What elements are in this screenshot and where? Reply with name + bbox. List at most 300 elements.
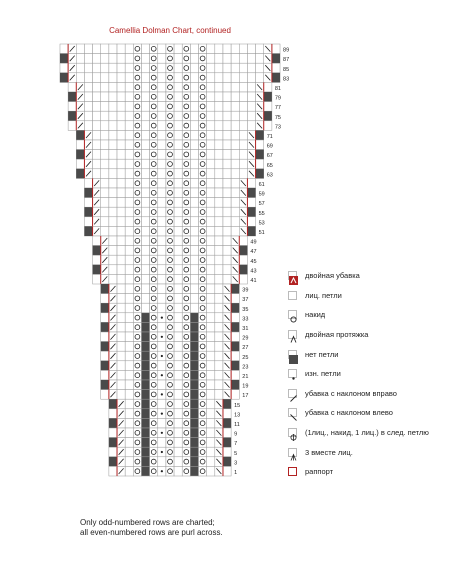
row-number: 17 (242, 393, 249, 400)
grid-cell (182, 102, 190, 112)
grid-cell (182, 380, 190, 390)
grid-cell (190, 274, 198, 284)
row-number: 55 (258, 210, 265, 217)
grid-cell (125, 207, 133, 217)
grid-cell (150, 236, 158, 246)
grid-cell (166, 82, 174, 92)
grid-cell (223, 466, 231, 476)
grid-cell (125, 44, 133, 54)
grid-cell (76, 73, 84, 83)
grid-cell (109, 226, 117, 236)
grid-cell (182, 255, 190, 265)
edge-no-stitch-cell (231, 380, 239, 390)
grid-cell (199, 409, 207, 419)
grid-cell (207, 265, 215, 275)
grid-cell (101, 351, 109, 361)
grid-cell (223, 150, 231, 160)
grid-cell (215, 265, 223, 275)
grid-cell (117, 226, 125, 236)
grid-cell (223, 82, 231, 92)
grid-cell (190, 169, 198, 179)
grid-cell (166, 169, 174, 179)
edge-no-stitch-cell (247, 226, 255, 236)
grid-cell (190, 198, 198, 208)
grid-cell (166, 130, 174, 140)
grid-cell (182, 44, 190, 54)
grid-cell (101, 178, 109, 188)
right-slant-decrease-icon (288, 389, 297, 398)
grid-cell (150, 274, 158, 284)
grid-cell (264, 102, 272, 112)
grid-cell (125, 159, 133, 169)
no-stitch-cell (190, 370, 198, 380)
grid-cell (117, 303, 125, 313)
grid-cell (207, 294, 215, 304)
grid-cell (101, 169, 109, 179)
edge-no-stitch-cell (84, 188, 92, 198)
grid-cell (182, 447, 190, 457)
grid-cell (150, 438, 158, 448)
grid-cell (182, 390, 190, 400)
grid-cell (207, 380, 215, 390)
grid-cell (223, 447, 231, 457)
grid-cell (125, 140, 133, 150)
legend-label: двойная протяжка (305, 330, 369, 340)
grid-cell (68, 121, 76, 131)
row-number: 87 (283, 57, 290, 64)
grid-cell (223, 111, 231, 121)
grid-cell (199, 207, 207, 217)
grid-cell (125, 274, 133, 284)
grid-cell (101, 207, 109, 217)
grid-cell (190, 73, 198, 83)
grid-cell (109, 111, 117, 121)
grid-cell (223, 130, 231, 140)
grid-cell (272, 63, 280, 73)
no-stitch-cell (141, 380, 149, 390)
grid-cell (109, 121, 117, 131)
grid-cell (109, 207, 117, 217)
edge-no-stitch-cell (109, 438, 117, 448)
grid-cell (207, 92, 215, 102)
grid-cell (239, 236, 247, 246)
edge-no-stitch-cell (264, 111, 272, 121)
row-number: 59 (258, 191, 265, 198)
grid-cell (125, 294, 133, 304)
grid-cell (101, 102, 109, 112)
grid-cell (215, 130, 223, 140)
grid-cell (150, 44, 158, 54)
purl-icon (161, 393, 163, 395)
grid-cell (174, 438, 182, 448)
legend-label: раппорт (305, 467, 334, 477)
grid-cell (166, 159, 174, 169)
legend-item (288, 307, 458, 323)
grid-cell (133, 274, 141, 284)
grid-cell (150, 284, 158, 294)
no-stitch-cell (190, 447, 198, 457)
double-pull-icon (288, 330, 297, 339)
grid-cell (207, 159, 215, 169)
grid-cell (141, 236, 149, 246)
grid-cell (215, 159, 223, 169)
grid-cell (125, 111, 133, 121)
grid-cell (199, 44, 207, 54)
grid-cell (223, 226, 231, 236)
grid-cell (190, 178, 198, 188)
grid-cell (133, 409, 141, 419)
grid-cell (199, 169, 207, 179)
grid-cell (125, 342, 133, 352)
grid-cell (117, 198, 125, 208)
grid-cell (215, 140, 223, 150)
row-number: 73 (274, 124, 282, 131)
grid-cell (141, 159, 149, 169)
grid-cell (199, 246, 207, 256)
grid-cell (150, 121, 158, 131)
grid-cell (174, 150, 182, 160)
grid-cell (182, 111, 190, 121)
grid-cell (182, 159, 190, 169)
grid-cell (215, 92, 223, 102)
grid-cell (247, 73, 255, 83)
grid-cell (166, 188, 174, 198)
grid-cell (182, 361, 190, 371)
grid-cell (84, 54, 92, 64)
grid-cell (150, 226, 158, 236)
grid-cell (125, 447, 133, 457)
grid-cell (174, 294, 182, 304)
grid-cell (182, 342, 190, 352)
grid-cell (133, 466, 141, 476)
grid-cell (133, 313, 141, 323)
grid-cell (223, 246, 231, 256)
grid-cell (182, 217, 190, 227)
grid-cell (199, 390, 207, 400)
grid-cell (182, 178, 190, 188)
grid-cell (207, 284, 215, 294)
grid-cell (182, 236, 190, 246)
no-stitch-cell (190, 457, 198, 467)
grid-cell (133, 73, 141, 83)
grid-cell (109, 466, 117, 476)
grid-cell (199, 140, 207, 150)
grid-cell (117, 169, 125, 179)
grid-cell (174, 390, 182, 400)
edge-no-stitch-cell (68, 92, 76, 102)
grid-cell (158, 457, 166, 467)
row-number: 81 (274, 86, 282, 92)
grid-cell (199, 428, 207, 438)
grid-cell (125, 284, 133, 294)
grid-cell (93, 73, 101, 83)
row-number: 67 (266, 153, 273, 160)
grid-cell (207, 130, 215, 140)
grid-cell (166, 44, 174, 54)
edge-no-stitch-cell (247, 188, 255, 198)
grid-cell (84, 92, 92, 102)
grid-cell (141, 255, 149, 265)
grid-cell (141, 130, 149, 140)
grid-cell (215, 342, 223, 352)
edge-no-stitch-cell (256, 130, 264, 140)
grid-cell (190, 207, 198, 217)
grid-cell (190, 255, 198, 265)
grid-cell (199, 121, 207, 131)
grid-cell (141, 92, 149, 102)
grid-cell (215, 54, 223, 64)
grid-cell (215, 207, 223, 217)
grid-cell (215, 217, 223, 227)
grid-cell (158, 207, 166, 217)
grid-cell (141, 169, 149, 179)
row-number: 11 (234, 422, 240, 428)
grid-cell (141, 226, 149, 236)
edge-no-stitch-cell (256, 150, 264, 160)
grid-cell (174, 63, 182, 73)
grid-cell (190, 44, 198, 54)
grid-cell (174, 246, 182, 256)
grid-cell (215, 44, 223, 54)
legend-label: лиц. петли (305, 290, 342, 300)
grid-cell (166, 255, 174, 265)
grid-cell (174, 342, 182, 352)
grid-cell (125, 92, 133, 102)
row-number: 79 (274, 95, 282, 102)
grid-cell (199, 159, 207, 169)
grid-cell (166, 246, 174, 256)
no-stitch-cell (141, 457, 149, 467)
grid-cell (215, 73, 223, 83)
row-number: 1 (234, 470, 238, 476)
grid-cell (133, 198, 141, 208)
grid-cell (141, 294, 149, 304)
grid-cell (174, 322, 182, 332)
grid-cell (190, 54, 198, 64)
grid-cell (101, 217, 109, 227)
legend-item (288, 444, 458, 460)
knit-icon (288, 291, 297, 300)
grid-cell (239, 54, 247, 64)
grid-cell (207, 217, 215, 227)
grid-cell (207, 150, 215, 160)
edge-no-stitch-cell (60, 54, 68, 64)
grid-cell (125, 121, 133, 131)
grid-cell (215, 178, 223, 188)
grid-cell (166, 236, 174, 246)
grid-cell (101, 140, 109, 150)
grid-cell (207, 188, 215, 198)
grid-cell (125, 390, 133, 400)
grid-cell (150, 82, 158, 92)
grid-cell (101, 159, 109, 169)
grid-cell (207, 428, 215, 438)
grid-cell (125, 54, 133, 64)
grid-cell (150, 178, 158, 188)
grid-cell (223, 54, 231, 64)
grid-cell (101, 150, 109, 160)
grid-cell (150, 342, 158, 352)
grid-cell (272, 44, 280, 54)
legend-item (288, 268, 458, 284)
grid-cell (182, 313, 190, 323)
grid-cell (125, 313, 133, 323)
grid-cell (199, 447, 207, 457)
grid-cell (231, 121, 239, 131)
grid-cell (158, 102, 166, 112)
grid-cell (166, 63, 174, 73)
grid-cell (239, 92, 247, 102)
grid-cell (231, 294, 239, 304)
grid-cell (215, 169, 223, 179)
no-stitch-cell (190, 418, 198, 428)
grid-cell (215, 351, 223, 361)
edge-no-stitch-cell (76, 169, 84, 179)
grid-cell (207, 198, 215, 208)
grid-cell (117, 140, 125, 150)
grid-cell (101, 44, 109, 54)
grid-cell (141, 284, 149, 294)
grid-cell (150, 399, 158, 409)
grid-cell (166, 150, 174, 160)
grid-cell (166, 438, 174, 448)
edge-no-stitch-cell (231, 361, 239, 371)
grid-cell (109, 150, 117, 160)
no-stitch-cell (190, 322, 198, 332)
grid-cell (182, 274, 190, 284)
grid-cell (199, 226, 207, 236)
grid-cell (215, 121, 223, 131)
grid-cell (93, 255, 101, 265)
grid-cell (256, 44, 264, 54)
grid-cell (207, 54, 215, 64)
grid-cell (150, 361, 158, 371)
grid-cell (133, 447, 141, 457)
no-stitch-cell (141, 409, 149, 419)
grid-cell (166, 351, 174, 361)
grid-cell (109, 63, 117, 73)
grid-cell (101, 121, 109, 131)
footnote (80, 518, 380, 538)
grid-cell (158, 73, 166, 83)
no-stitch-cell (190, 361, 198, 371)
grid-cell (101, 82, 109, 92)
grid-cell (207, 322, 215, 332)
edge-no-stitch-cell (223, 399, 231, 409)
grid-cell (174, 102, 182, 112)
edge-no-stitch-cell (60, 73, 68, 83)
grid-cell (117, 236, 125, 246)
grid-cell (231, 217, 239, 227)
grid-cell (133, 102, 141, 112)
grid-cell (247, 198, 255, 208)
grid-cell (174, 217, 182, 227)
grid-cell (215, 188, 223, 198)
no-stitch-cell (141, 332, 149, 342)
grid-cell (166, 294, 174, 304)
grid-cell (256, 54, 264, 64)
grid-cell (133, 342, 141, 352)
grid-cell (133, 294, 141, 304)
grid-cell (158, 159, 166, 169)
grid-cell (174, 188, 182, 198)
row-number: 25 (242, 354, 249, 361)
grid-cell (182, 246, 190, 256)
grid-cell (150, 370, 158, 380)
edge-no-stitch-cell (93, 265, 101, 275)
grid-cell (239, 73, 247, 83)
grid-cell (190, 303, 198, 313)
edge-no-stitch-cell (239, 246, 247, 256)
grid-cell (207, 438, 215, 448)
grid-cell (239, 159, 247, 169)
grid-cell (264, 121, 272, 131)
grid-cell (190, 246, 198, 256)
grid-cell (133, 265, 141, 275)
grid-cell (125, 169, 133, 179)
grid-cell (68, 102, 76, 112)
grid-cell (174, 159, 182, 169)
grid-cell (199, 236, 207, 246)
legend-label: нет петли (305, 349, 339, 359)
edge-no-stitch-cell (272, 73, 280, 83)
grid-cell (174, 447, 182, 457)
grid-cell (207, 447, 215, 457)
grid-cell (256, 73, 264, 83)
grid-cell (125, 198, 133, 208)
grid-cell (223, 409, 231, 419)
grid-cell (199, 73, 207, 83)
grid-cell (174, 361, 182, 371)
grid-cell (158, 255, 166, 265)
grid-cell (166, 428, 174, 438)
grid-cell (150, 188, 158, 198)
grid-cell (174, 303, 182, 313)
grid-cell (117, 322, 125, 332)
grid-cell (174, 111, 182, 121)
grid-cell (223, 121, 231, 131)
grid-cell (223, 159, 231, 169)
grid-cell (101, 111, 109, 121)
grid-cell (223, 217, 231, 227)
grid-cell (190, 82, 198, 92)
grid-cell (133, 255, 141, 265)
grid-cell (166, 390, 174, 400)
grid-cell (256, 159, 264, 169)
grid-cell (158, 303, 166, 313)
edge-no-stitch-cell (84, 226, 92, 236)
grid-cell (239, 255, 247, 265)
grid-cell (247, 178, 255, 188)
grid-cell (76, 63, 84, 73)
no-stitch-cell (190, 342, 198, 352)
grid-cell (166, 466, 174, 476)
edge-no-stitch-cell (76, 130, 84, 140)
grid-cell (231, 54, 239, 64)
grid-cell (117, 332, 125, 342)
grid-cell (93, 236, 101, 246)
grid-cell (182, 399, 190, 409)
grid-cell (158, 82, 166, 92)
grid-cell (247, 111, 255, 121)
grid-cell (182, 121, 190, 131)
row-number: 35 (242, 306, 249, 313)
grid-cell (239, 274, 247, 284)
grid-cell (109, 198, 117, 208)
grid-cell (60, 63, 68, 73)
grid-cell (84, 178, 92, 188)
row-number: 65 (266, 162, 273, 169)
